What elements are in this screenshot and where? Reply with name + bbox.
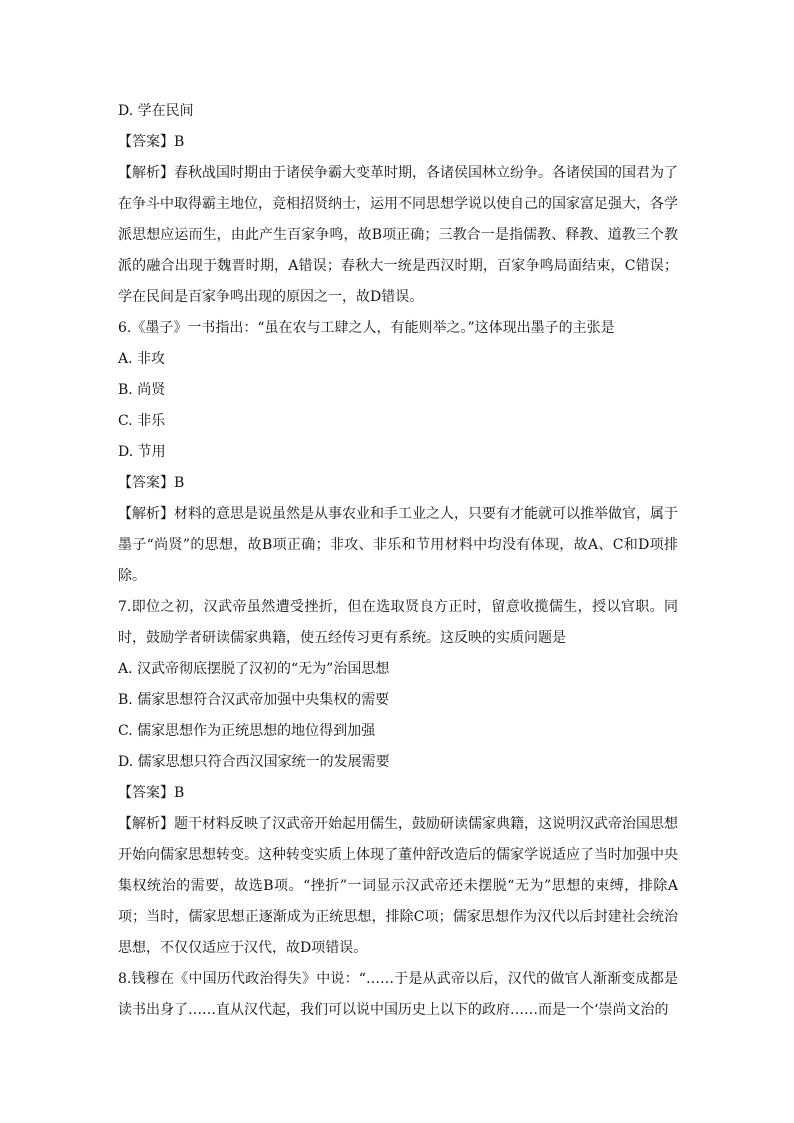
- q6-option-a: A. 非攻: [118, 351, 166, 367]
- document-page: [118, 96, 678, 1026]
- q7-answer: 【答案】B: [118, 785, 185, 801]
- q5-answer: 【答案】B: [118, 134, 185, 150]
- q5-analysis: 【解析】春秋战国时期由于诸侯争霸大变革时期，各诸侯国林立纷争。各诸侯国的国君为了在争斗中取得霸主地位，竞相招贤纳士，运用不同思想学说以使自己的国家富足强大，各学派思想应运而生，由此产生百家争鸣，故B项正确；三教合一是指儒教、释教、道教三个教派的融合出现于魏晋时期，A错误；春秋大一统是西汉时期，百家争鸣局面结束，C错误；学在民间是百家争鸣出现的原因之一，故D错误。: [118, 165, 678, 305]
- q6-option-b: B. 尚贤: [118, 382, 166, 398]
- q6-option-c: C. 非乐: [118, 413, 166, 429]
- q6-analysis: 【解析】材料的意思是说虽然是从事农业和手工业之人，只要有才能就可以推举做官，属于墨子“尚贤”的思想，故B项正确；非攻、非乐和节用材料中均没有体现，故A、C和D项排除。: [118, 506, 678, 584]
- q6-option-d: D. 节用: [118, 444, 166, 460]
- q6-stem: 6.《墨子》一书指出：“虽在农与工肆之人，有能则举之。”这体现出墨子的主张是: [118, 320, 615, 336]
- q8-stem: 8.钱穆在《中国历代政治得失》中说：“……于是从武帝以后，汉代的做官人渐渐变成都是读书出身了……直从汉代起，我们可以说中国历史上以下的政府……而是一个‘崇尚文治的: [118, 971, 678, 1018]
- q7-analysis: 【解析】题干材料反映了汉武帝开始起用儒生，鼓励研读儒家典籍，这说明汉武帝治国思想开始向儒家思想转变。这种转变实质上体现了董仲舒改造后的儒家学说适应了当时加强中央集权统治的需要，故选B项。“挫折”一词显示汉武帝还未摆脱“无为”思想的束缚，排除A项；当时，儒家思想正逐渐成为正统思想，排除C项；儒家思想作为汉代以后封建社会统治思想，不仅仅适应于汉代，故D项错误。: [118, 816, 678, 956]
- q5-option-d: D. 学在民间: [118, 103, 194, 119]
- q6-answer: 【答案】B: [118, 475, 185, 491]
- q7-option-b: B. 儒家思想符合汉武帝加强中央集权的需要: [118, 692, 390, 708]
- q7-stem: 7.即位之初，汉武帝虽然遭受挫折，但在选取贤良方正时，留意收揽儒生，授以官职。同时，鼓励学者研读儒家典籍，使五经传习更有系统。这反映的实质问题是: [118, 599, 678, 646]
- q7-option-a: A. 汉武帝彻底摆脱了汉初的“无为”治国思想: [118, 661, 390, 677]
- q7-option-d: D. 儒家思想只符合西汉国家统一的发展需要: [118, 754, 390, 770]
- q7-option-c: C. 儒家思想作为正统思想的地位得到加强: [118, 723, 376, 739]
